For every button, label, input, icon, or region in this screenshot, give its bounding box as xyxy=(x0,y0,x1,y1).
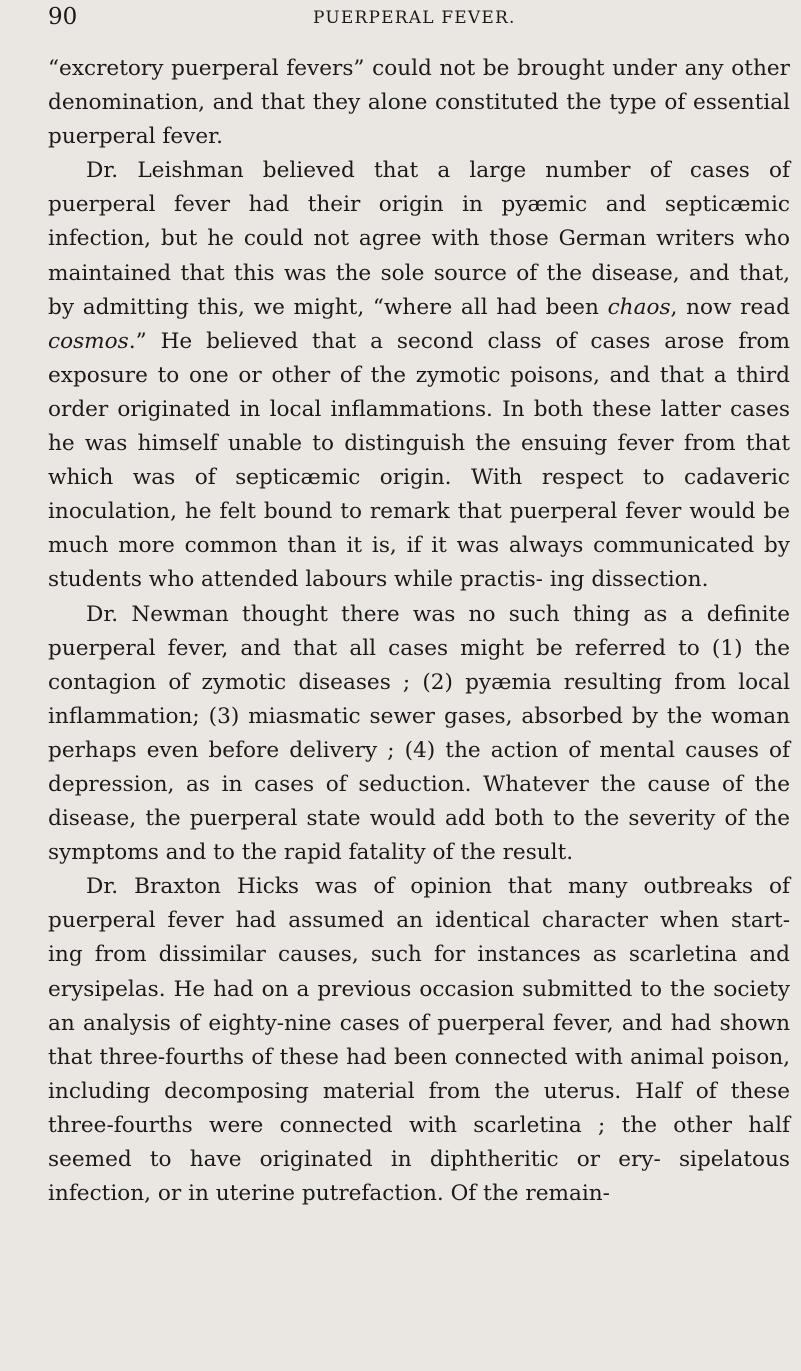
paragraph-text: Dr. Leishman believed that a large number of cases of puerperal fever had their origin in pyæmic and septicæmic infection, but he could not agree with those German writers who maintained that this was the sole source of the disease, and that, by admitting this, we might, “where all had been xyxy=(48,158,790,320)
page-header xyxy=(48,4,788,40)
paragraph-leishman xyxy=(48,154,790,597)
italic-term-chaos: chaos xyxy=(607,294,671,320)
paragraph-continuation: “excretory puerperal fevers” could not be brought under any other denomination, and that they alone constituted the type of essential puerperal fever. xyxy=(48,56,790,150)
paragraph-text: .” He believed that a second class of cases arose from exposure to one or other of the zymotic poisons, and that a third order originated in local inflammations. In both these latter cases he was himself unable to distinguish the ensuing fever from that which was of septicæmic origin. With respect to cadaveric inoculation, he felt bound to remark that puerperal fever would be much more common than it is, if it was always communicated by students who attended labours while practis- ing dissection. xyxy=(48,328,790,593)
page-number: 90 xyxy=(48,4,78,30)
italic-term-cosmos: cosmos xyxy=(48,328,129,354)
body-text xyxy=(48,52,790,1211)
paragraph-newman: Dr. Newman thought there was no such thing as a definite puerperal fever, and that all cases might be referred to (1) the contagion of zymotic diseases ; (2) pyæmia resulting from local inflammation; (3) miasmatic sewer gases, absorbed by the woman perhaps even before delivery ; (4) the action of mental causes of depression, as in cases of seduction. Whatever the cause of the disease, the puerperal state would add both to the severity of the symptoms and to the rapid fatality of the result. xyxy=(48,601,790,866)
paragraph-text: , now read xyxy=(670,294,790,320)
running-head: PUERPERAL FEVER. xyxy=(313,8,516,28)
paragraph-braxton-hicks: Dr. Braxton Hicks was of opinion that many outbreaks of puerperal fever had assumed an identical character when start- ing from dissimilar causes, such for instances as scarletina and erysipelas. He had on a previous occasion submitted to the society an analysis of eighty-nine cases of puerperal fever, and had shown that three-fourths of these had been connected with animal poison, including decomposing material from the uterus. Half of these three-fourths were connected with scarletina ; the other half seemed to have originated in diphtheritic or ery- sipelatous infection, or in uterine putrefaction. Of the remain- xyxy=(48,874,790,1207)
